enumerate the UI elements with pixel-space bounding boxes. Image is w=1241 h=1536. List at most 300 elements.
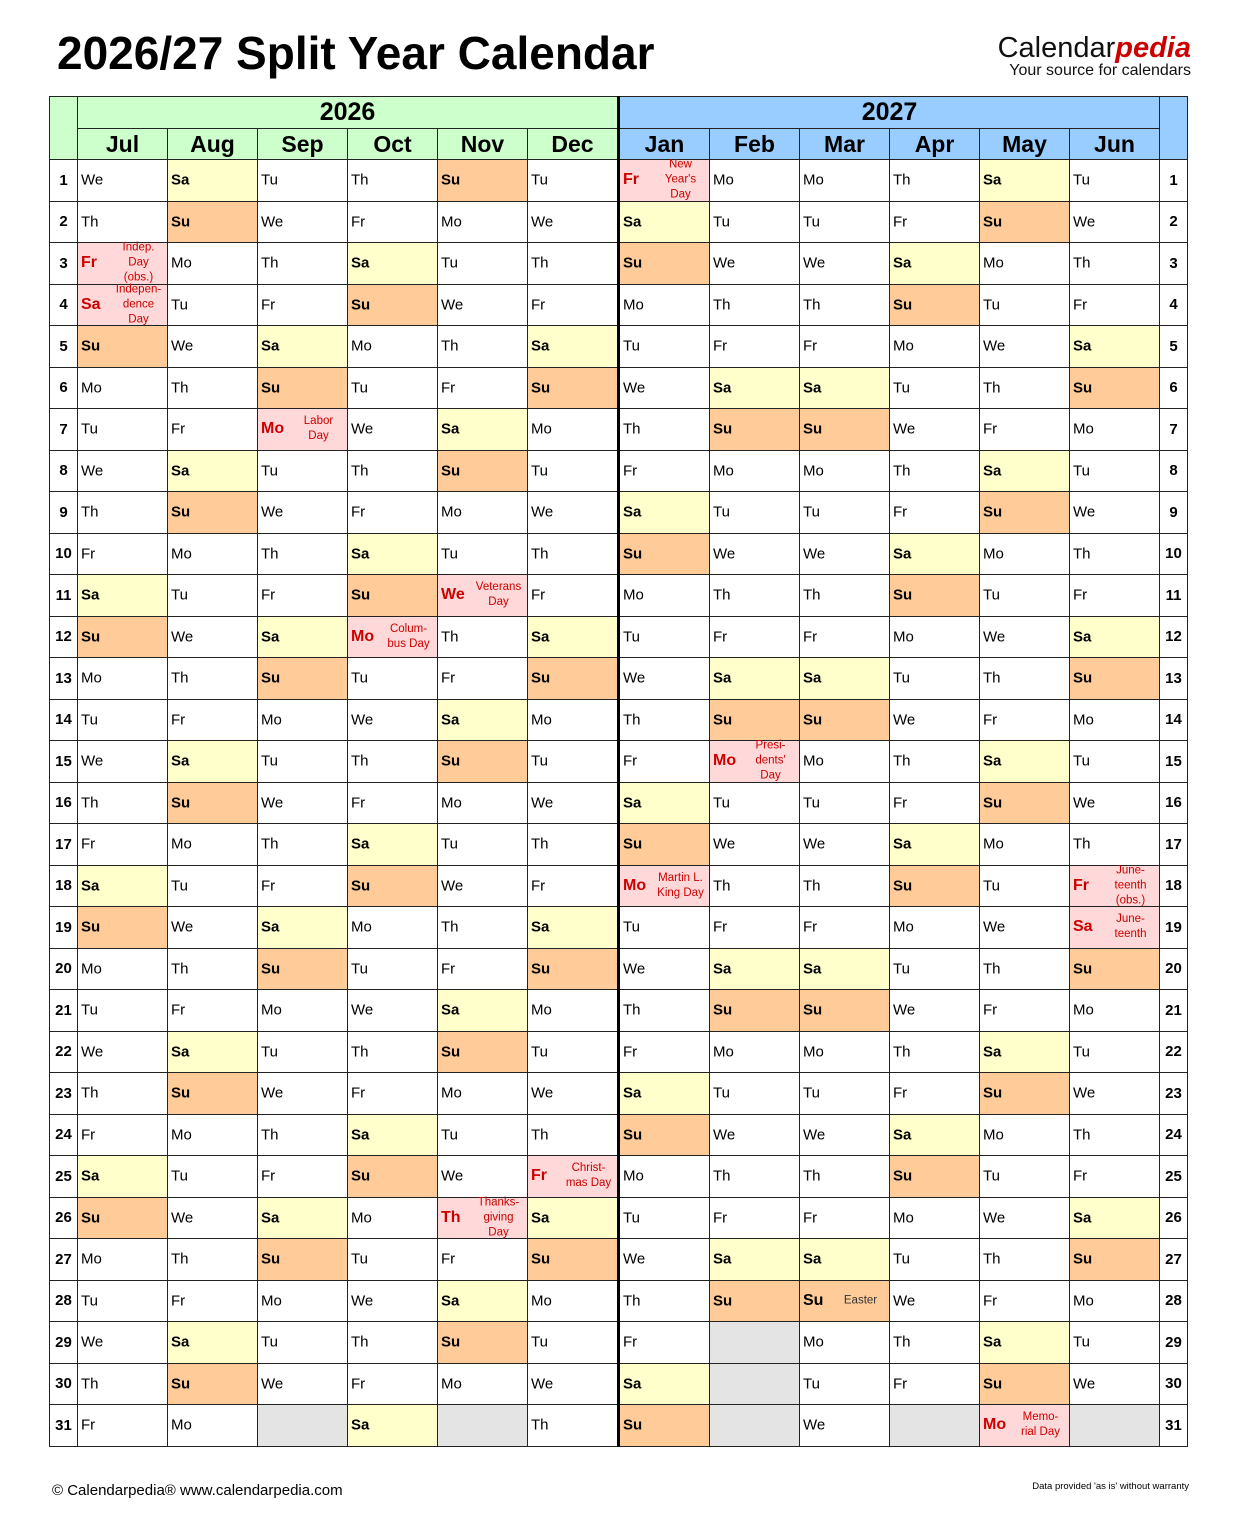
day-cell: [258, 367, 348, 409]
day-cell: [1070, 658, 1160, 700]
day-cell: [980, 326, 1070, 368]
day-cell: [619, 948, 710, 990]
weekday-label: Sa: [623, 794, 642, 812]
weekday-label: Th: [531, 545, 549, 563]
day-row: [50, 907, 1188, 949]
day-cell: [258, 492, 348, 534]
year-2026-header: 2026: [78, 97, 619, 129]
day-cell: [258, 1280, 348, 1322]
holiday-cell: [78, 243, 168, 285]
day-cell: [78, 1031, 168, 1073]
weekday-label: We: [713, 254, 736, 272]
day-cell: [800, 824, 890, 866]
day-number: 7: [50, 409, 78, 451]
day-cell: [78, 326, 168, 368]
weekday-label: Sa: [531, 628, 550, 646]
day-number: 14: [1160, 699, 1188, 741]
day-cell: [890, 1280, 980, 1322]
weekday-label: We: [171, 628, 194, 646]
day-cell: [980, 865, 1070, 907]
day-cell: [78, 824, 168, 866]
day-cell: [890, 284, 980, 326]
weekday-label: We: [893, 1001, 916, 1019]
day-number: 8: [50, 450, 78, 492]
weekday-label: Mo: [531, 711, 552, 729]
weekday-label: Th: [803, 877, 821, 895]
day-cell: [890, 948, 980, 990]
weekday-label: Tu: [531, 1043, 548, 1061]
day-cell: [168, 575, 258, 617]
weekday-label: Mo: [261, 420, 285, 438]
day-cell: [1070, 1239, 1160, 1281]
weekday-label: Su: [1073, 379, 1093, 397]
holiday-cell: [710, 741, 800, 783]
weekday-label: Sa: [441, 420, 460, 438]
weekday-label: We: [1073, 1375, 1096, 1393]
weekday-label: Su: [623, 835, 643, 853]
weekday-label: We: [713, 545, 736, 563]
month-header-apr: Apr: [890, 129, 980, 160]
day-cell: [890, 575, 980, 617]
weekday-label: Mo: [531, 1001, 552, 1019]
brand-name: [998, 33, 1191, 63]
weekday-label: Fr: [351, 503, 366, 521]
holiday-cell: [438, 575, 528, 617]
day-row: [50, 782, 1188, 824]
weekday-label: Th: [713, 586, 731, 604]
day-cell: [528, 1197, 619, 1239]
day-row: [50, 616, 1188, 658]
weekday-label: Mo: [623, 296, 644, 314]
day-cell: [710, 201, 800, 243]
day-cell: [1070, 367, 1160, 409]
weekday-label: Su: [893, 296, 913, 314]
weekday-label: Mo: [81, 960, 102, 978]
day-cell: [78, 367, 168, 409]
weekday-label: Su: [261, 960, 281, 978]
day-cell: [78, 990, 168, 1032]
day-cell: [438, 409, 528, 451]
day-cell: [710, 1239, 800, 1281]
weekday-label: We: [531, 1084, 554, 1102]
day-cell: [980, 1363, 1070, 1405]
weekday-label: Th: [623, 1292, 641, 1310]
day-row: [50, 658, 1188, 700]
day-cell: [980, 1197, 1070, 1239]
day-row: [50, 367, 1188, 409]
weekday-label: Th: [441, 918, 459, 936]
weekday-label: Sa: [623, 1375, 642, 1393]
day-cell: [710, 907, 800, 949]
day-cell: [710, 658, 800, 700]
weekday-label: Su: [81, 918, 101, 936]
weekday-label: Sa: [441, 1001, 460, 1019]
day-cell: [619, 367, 710, 409]
day-cell: [438, 616, 528, 658]
day-cell: [168, 533, 258, 575]
weekday-label: We: [351, 1292, 374, 1310]
day-cell: [528, 616, 619, 658]
day-number: 4: [50, 284, 78, 326]
day-cell: [619, 533, 710, 575]
weekday-label: Fr: [713, 628, 728, 646]
day-cell: [258, 533, 348, 575]
holiday-label: New Year's Day: [664, 158, 697, 201]
weekday-label: Th: [351, 171, 369, 189]
weekday-label: Su: [983, 503, 1003, 521]
holiday-cell: [528, 1156, 619, 1198]
weekday-label: Th: [623, 711, 641, 729]
day-number: 30: [50, 1363, 78, 1405]
day-cell: [78, 1280, 168, 1322]
day-cell: [1070, 1197, 1160, 1239]
weekday-label: We: [983, 628, 1006, 646]
day-cell: [348, 658, 438, 700]
weekday-label: Mo: [623, 1167, 644, 1185]
day-cell: [438, 1156, 528, 1198]
day-cell: [710, 782, 800, 824]
day-number: 9: [50, 492, 78, 534]
weekday-label: Su: [803, 1291, 824, 1309]
holiday-cell: [78, 284, 168, 326]
weekday-label: Th: [893, 1333, 911, 1351]
weekday-label: Sa: [171, 171, 190, 189]
weekday-label: Su: [81, 337, 101, 355]
day-cell: [528, 782, 619, 824]
day-cell: [890, 699, 980, 741]
weekday-label: Mo: [803, 1043, 824, 1061]
day-cell: [348, 201, 438, 243]
day-cell: [619, 201, 710, 243]
day-cell: [800, 699, 890, 741]
day-cell: [890, 990, 980, 1032]
weekday-label: Su: [351, 877, 371, 895]
calendar-body: [50, 160, 1188, 1447]
weekday-label: Tu: [623, 918, 640, 936]
calendar-table: [49, 96, 1188, 1447]
weekday-label: We: [623, 960, 646, 978]
weekday-label: Mo: [351, 627, 375, 645]
day-cell: [710, 616, 800, 658]
day-row: [50, 326, 1188, 368]
day-cell: [168, 699, 258, 741]
day-cell: [258, 907, 348, 949]
weekday-label: Sa: [261, 1209, 280, 1227]
weekday-label: Sa: [1073, 918, 1093, 936]
weekday-label: Tu: [713, 1084, 730, 1102]
weekday-label: Sa: [171, 752, 190, 770]
weekday-label: Th: [1073, 835, 1091, 853]
weekday-label: Tu: [81, 420, 98, 438]
weekday-label: Fr: [81, 254, 97, 272]
day-cell: [619, 1197, 710, 1239]
day-cell: [800, 450, 890, 492]
day-cell: [619, 824, 710, 866]
weekday-label: Tu: [171, 296, 188, 314]
day-cell: [258, 575, 348, 617]
day-number: 26: [1160, 1197, 1188, 1239]
day-cell: [258, 326, 348, 368]
weekday-label: Su: [441, 171, 461, 189]
weekday-label: Fr: [1073, 586, 1088, 604]
day-cell: [710, 699, 800, 741]
weekday-label: Su: [623, 254, 643, 272]
day-number: 15: [50, 741, 78, 783]
weekday-label: Fr: [351, 213, 366, 231]
day-cell: [710, 326, 800, 368]
holiday-label: June- teenth: [1114, 913, 1147, 941]
weekday-label: Th: [351, 1043, 369, 1061]
day-cell: [348, 907, 438, 949]
weekday-label: Tu: [1073, 752, 1090, 770]
day-number: 28: [50, 1280, 78, 1322]
weekday-label: Mo: [171, 1126, 192, 1144]
weekday-label: Mo: [713, 752, 737, 770]
day-row: [50, 575, 1188, 617]
weekday-label: Sa: [531, 1209, 550, 1227]
day-cell: [258, 1031, 348, 1073]
day-cell: [619, 243, 710, 285]
weekday-label: Th: [893, 1043, 911, 1061]
day-cell: [980, 699, 1070, 741]
day-cell: [258, 782, 348, 824]
weekday-label: Mo: [171, 254, 192, 272]
weekday-label: Fr: [893, 1084, 908, 1102]
day-cell: [528, 1405, 619, 1447]
weekday-label: Sa: [713, 960, 732, 978]
weekday-label: We: [1073, 503, 1096, 521]
day-number: 1: [1160, 160, 1188, 202]
weekday-label: Th: [1073, 254, 1091, 272]
weekday-label: Th: [531, 1126, 549, 1144]
day-cell: [980, 1322, 1070, 1364]
day-number: 25: [1160, 1156, 1188, 1198]
day-cell: [528, 824, 619, 866]
day-cell: [528, 243, 619, 285]
weekday-label: Mo: [803, 1333, 824, 1351]
weekday-label: Fr: [171, 420, 186, 438]
month-header-mar: Mar: [800, 129, 890, 160]
weekday-label: Su: [171, 1084, 191, 1102]
weekday-label: Fr: [893, 213, 908, 231]
day-cell: [348, 243, 438, 285]
weekday-label: Th: [713, 296, 731, 314]
day-cell: [619, 1363, 710, 1405]
weekday-label: We: [81, 752, 104, 770]
weekday-label: Sa: [803, 669, 822, 687]
day-cell: [168, 782, 258, 824]
weekday-label: Su: [261, 379, 281, 397]
weekday-label: Mo: [1073, 1292, 1094, 1310]
day-cell: [710, 367, 800, 409]
day-cell: [168, 741, 258, 783]
empty-day-cell: [258, 1405, 348, 1447]
weekday-label: Mo: [893, 337, 914, 355]
day-cell: [800, 1156, 890, 1198]
holiday-label: Christ- mas Day: [565, 1162, 612, 1190]
weekday-label: Sa: [893, 545, 912, 563]
weekday-label: We: [531, 503, 554, 521]
day-cell: [348, 1114, 438, 1156]
weekday-label: Fr: [441, 1250, 456, 1268]
weekday-label: Mo: [713, 1043, 734, 1061]
day-cell: [800, 1114, 890, 1156]
day-cell: [980, 782, 1070, 824]
weekday-label: Fr: [81, 1126, 96, 1144]
weekday-label: Mo: [803, 752, 824, 770]
day-number: 23: [50, 1073, 78, 1115]
weekday-label: We: [1073, 1084, 1096, 1102]
weekday-label: Su: [803, 420, 823, 438]
day-cell: [78, 201, 168, 243]
day-cell: [168, 160, 258, 202]
day-row: [50, 243, 1188, 285]
weekday-label: Th: [81, 794, 99, 812]
day-number: 13: [50, 658, 78, 700]
day-cell: [78, 575, 168, 617]
day-cell: [710, 243, 800, 285]
day-cell: [710, 824, 800, 866]
day-cell: [78, 948, 168, 990]
weekday-label: Sa: [531, 337, 550, 355]
weekday-label: Su: [351, 296, 371, 314]
day-cell: [348, 699, 438, 741]
day-cell: [800, 990, 890, 1032]
holiday-label: Indepen- dence Day: [115, 283, 162, 326]
day-cell: [890, 1156, 980, 1198]
day-row: [50, 1114, 1188, 1156]
day-cell: [528, 1280, 619, 1322]
weekday-label: Tu: [893, 669, 910, 687]
weekday-label: Su: [441, 462, 461, 480]
day-cell: [1070, 1114, 1160, 1156]
weekday-label: Sa: [623, 213, 642, 231]
day-cell: [800, 741, 890, 783]
weekday-label: Sa: [531, 918, 550, 936]
weekday-label: Su: [893, 586, 913, 604]
day-cell: [1070, 1322, 1160, 1364]
day-number: 6: [1160, 367, 1188, 409]
day-cell: [438, 367, 528, 409]
weekday-label: Sa: [713, 669, 732, 687]
day-cell: [1070, 824, 1160, 866]
weekday-label: Fr: [81, 835, 96, 853]
day-cell: [258, 824, 348, 866]
day-cell: [890, 1197, 980, 1239]
day-cell: [78, 782, 168, 824]
weekday-label: Su: [531, 960, 551, 978]
day-cell: [528, 907, 619, 949]
day-cell: [1070, 492, 1160, 534]
day-row: [50, 1031, 1188, 1073]
weekday-label: Fr: [81, 545, 96, 563]
day-number: 23: [1160, 1073, 1188, 1115]
day-cell: [619, 1280, 710, 1322]
day-cell: [619, 575, 710, 617]
holiday-label: Presi- dents' Day: [755, 739, 786, 782]
month-header-nov: Nov: [438, 129, 528, 160]
weekday-label: Fr: [531, 586, 546, 604]
weekday-label: Th: [983, 379, 1001, 397]
year-2027-header: 2027: [619, 97, 1160, 129]
weekday-label: Su: [983, 1084, 1003, 1102]
day-row: [50, 1239, 1188, 1281]
day-cell: [348, 367, 438, 409]
day-number: 25: [50, 1156, 78, 1198]
day-row: [50, 201, 1188, 243]
holiday-label: Martin L. King Day: [657, 871, 704, 899]
weekday-label: Fr: [623, 1043, 638, 1061]
day-cell: [168, 990, 258, 1032]
weekday-label: We: [531, 794, 554, 812]
day-cell: [438, 1031, 528, 1073]
day-number: 17: [50, 824, 78, 866]
empty-day-cell: [890, 1405, 980, 1447]
weekday-label: Sa: [261, 337, 280, 355]
weekday-label: Tu: [261, 171, 278, 189]
day-cell: [619, 1322, 710, 1364]
day-number: 13: [1160, 658, 1188, 700]
weekday-label: Tu: [983, 1167, 1000, 1185]
weekday-label: Su: [351, 1167, 371, 1185]
day-cell: [348, 782, 438, 824]
day-cell: [528, 658, 619, 700]
page-title: 2026/27 Split Year Calendar: [57, 27, 655, 79]
holiday-label: Thanks- giving Day: [477, 1196, 520, 1239]
day-cell: [800, 616, 890, 658]
weekday-label: We: [893, 420, 916, 438]
day-cell: [890, 1114, 980, 1156]
day-cell: [980, 616, 1070, 658]
day-number: 29: [50, 1322, 78, 1364]
weekday-label: Th: [351, 752, 369, 770]
weekday-label: We: [983, 337, 1006, 355]
day-cell: [438, 741, 528, 783]
weekday-label: Tu: [531, 462, 548, 480]
day-cell: [438, 699, 528, 741]
day-cell: [528, 326, 619, 368]
month-header-feb: Feb: [710, 129, 800, 160]
day-row: [50, 948, 1188, 990]
day-cell: [348, 450, 438, 492]
day-cell: [1070, 1073, 1160, 1115]
day-number: 6: [50, 367, 78, 409]
day-number-header-right: [1160, 97, 1188, 160]
weekday-label: We: [261, 213, 284, 231]
day-cell: [438, 201, 528, 243]
day-cell: [710, 1031, 800, 1073]
day-cell: [619, 1156, 710, 1198]
weekday-label: Su: [893, 1167, 913, 1185]
day-number: 4: [1160, 284, 1188, 326]
weekday-label: We: [81, 1043, 104, 1061]
day-cell: [258, 1073, 348, 1115]
weekday-label: Sa: [983, 171, 1002, 189]
weekday-label: Sa: [351, 1416, 370, 1434]
weekday-label: Mo: [803, 171, 824, 189]
weekday-label: Su: [441, 1333, 461, 1351]
weekday-label: Sa: [623, 1084, 642, 1102]
weekday-label: Tu: [803, 1084, 820, 1102]
day-cell: [980, 741, 1070, 783]
holiday-cell: [980, 1405, 1070, 1447]
weekday-label: Sa: [81, 295, 101, 313]
day-number: 28: [1160, 1280, 1188, 1322]
day-row: [50, 1363, 1188, 1405]
weekday-label: Fr: [261, 1167, 276, 1185]
weekday-label: Sa: [81, 586, 100, 604]
day-cell: [890, 243, 980, 285]
